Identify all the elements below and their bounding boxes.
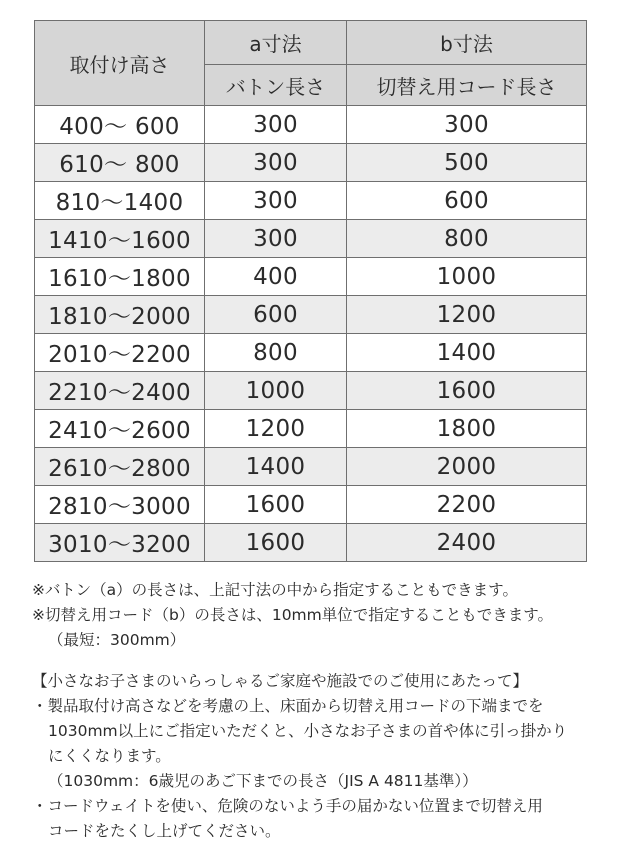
table-row <box>35 258 587 296</box>
cell-b: 300 <box>347 106 587 144</box>
cell-a: 300 <box>205 220 347 258</box>
cell-b: 2200 <box>347 486 587 524</box>
cell-a: 600 <box>205 296 347 334</box>
note-baton: ※バトン（a）の長さは、上記寸法の中から指定することもできます。 <box>32 581 518 599</box>
cell-b: 1400 <box>347 334 587 372</box>
table-row <box>35 296 587 334</box>
table-row <box>35 334 587 372</box>
cell-a: 1600 <box>205 524 347 562</box>
cell-b: 1000 <box>347 258 587 296</box>
note-cord-min: （最短：300mm） <box>48 631 186 649</box>
safety-bullet-1-line-1: ・製品取付け高さなどを考慮の上、床面から切替え用コードの下端までを <box>32 697 544 715</box>
cell-height: 1410〜1600 <box>35 220 205 258</box>
cell-height: 2010〜2200 <box>35 334 205 372</box>
cell-height: 1810〜2000 <box>35 296 205 334</box>
table-row <box>35 410 587 448</box>
safety-bullet-1-line-4: （1030mm：6歳児のあご下までの長さ（JIS A 4811基準）） <box>48 772 478 790</box>
cell-height: 610〜 800 <box>35 144 205 182</box>
cell-b: 2000 <box>347 448 587 486</box>
notes-section <box>32 578 592 844</box>
header-install-height: 取付け高さ <box>35 21 205 106</box>
cell-b: 1200 <box>347 296 587 334</box>
header-baton-length: バトン長さ <box>205 65 347 106</box>
safety-section-title: 【小さなお子さまのいらっしゃるご家庭や施設でのご使用にあたって】 <box>32 672 529 690</box>
cell-a: 1000 <box>205 372 347 410</box>
cell-a: 1200 <box>205 410 347 448</box>
cell-height: 1610〜1800 <box>35 258 205 296</box>
spec-table-container <box>34 20 586 562</box>
safety-bullet-1-line-3: にくくなります。 <box>48 747 171 765</box>
cell-a: 800 <box>205 334 347 372</box>
table-row <box>35 182 587 220</box>
note-cord: ※切替え用コード（b）の長さは、10mm単位で指定することもできます。 <box>32 606 554 624</box>
cell-a: 300 <box>205 182 347 220</box>
table-row <box>35 448 587 486</box>
table-row <box>35 524 587 562</box>
cell-a: 1600 <box>205 486 347 524</box>
header-cord-length: 切替え用コード長さ <box>347 65 587 106</box>
cell-height: 2610〜2800 <box>35 448 205 486</box>
table-row <box>35 144 587 182</box>
cell-a: 300 <box>205 144 347 182</box>
cell-b: 800 <box>347 220 587 258</box>
table-row <box>35 486 587 524</box>
cell-b: 1600 <box>347 372 587 410</box>
cell-height: 3010〜3200 <box>35 524 205 562</box>
cell-height: 2410〜2600 <box>35 410 205 448</box>
cell-height: 810〜1400 <box>35 182 205 220</box>
safety-bullet-2-line-1: ・コードウェイトを使い、危険のないよう手の届かない位置まで切替え用 <box>32 797 543 815</box>
header-b-dimension: b寸法 <box>347 21 587 65</box>
cell-b: 2400 <box>347 524 587 562</box>
cell-height: 2810〜3000 <box>35 486 205 524</box>
cell-a: 300 <box>205 106 347 144</box>
header-a-dimension: a寸法 <box>205 21 347 65</box>
cell-a: 400 <box>205 258 347 296</box>
safety-bullet-2-line-2: コードをたくし上げてください。 <box>48 822 281 840</box>
spec-table <box>34 20 587 562</box>
cell-a: 1400 <box>205 448 347 486</box>
cell-b: 500 <box>347 144 587 182</box>
table-row <box>35 106 587 144</box>
safety-bullet-1-line-2: 1030mm以上にご指定いただくと、小さなお子さまの首や体に引っ掛かり <box>48 722 568 740</box>
cell-b: 1800 <box>347 410 587 448</box>
cell-height: 2210〜2400 <box>35 372 205 410</box>
cell-b: 600 <box>347 182 587 220</box>
cell-height: 400〜 600 <box>35 106 205 144</box>
table-row <box>35 220 587 258</box>
table-row <box>35 372 587 410</box>
